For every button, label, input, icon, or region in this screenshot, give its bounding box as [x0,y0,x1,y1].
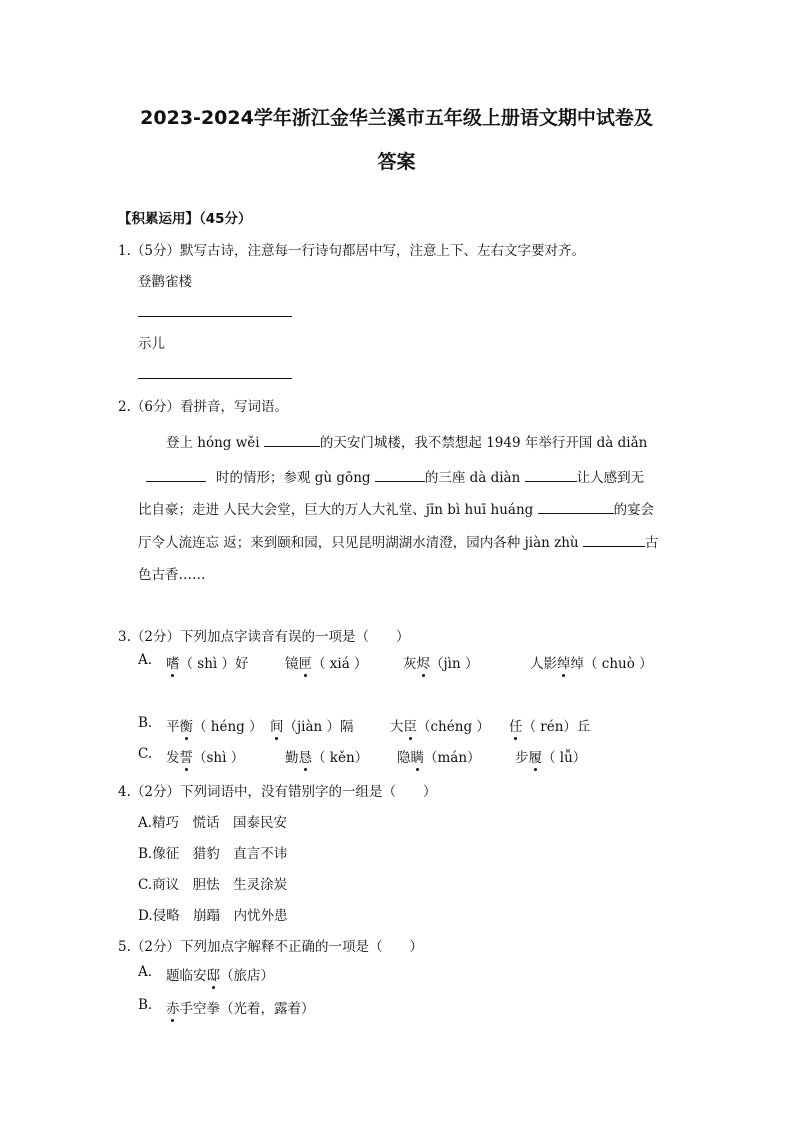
q5-a-text: （旅店） [220,968,274,984]
q3-a-reading: （ shì ）好 [179,656,249,672]
q3-option-a-label: A. [138,652,153,668]
q2-text: 时的情形；参观 gù gōng [216,470,375,486]
q2-text: 的宴会 [613,502,655,518]
dotted-char: 衡 [180,715,194,735]
dotted-char: 瞒 [411,746,425,766]
q3-b-text: 平 [166,719,180,735]
q1-answer-line-2[interactable] [138,378,292,379]
q4-option-c: C.商议 胆怯 生灵涂炭 [138,877,288,893]
q3-option-a-word-3 [403,652,479,672]
q3-c-text: 隐 [397,750,411,766]
q3-option-c-word-4 [515,746,586,766]
q3-option-b-word-2 [270,715,354,735]
q3-b-reading: （ rén）丘 [522,719,591,735]
q3-c-reading: （ kěn） [312,750,369,766]
q3-option-b-word-3 [390,715,490,735]
q2-text: 比自豪；走进 人民大会堂，巨大的万人大礼堂、jīn bì huī huáng [138,502,538,518]
q2-stem: 2.（6分）看拼音，写词语。 [118,399,288,415]
q3-c-text: 发 [166,750,180,766]
q1-poem-title-2: 示儿 [138,336,165,352]
q3-c-text: 步 [515,750,529,766]
q1-answer-line-1[interactable] [138,316,292,317]
q3-b-reading: （jiàn ）隔 [283,719,354,735]
dotted-char: 履 [529,746,543,766]
q5-stem: 5.（2分）下列加点字解释不正确的一项是（ ） [118,939,423,955]
q3-option-b-word-4 [509,715,590,735]
q3-a-text: 灰 [403,656,417,672]
q2-text: 的三座 dà diàn [424,470,525,486]
q3-b-reading: （chéng ） [417,719,490,735]
q4-stem: 4.（2分）下列词语中，没有错别字的一组是（ ） [118,784,437,800]
q2-line-3 [138,498,654,518]
q3-c-text: 勤 [285,750,299,766]
q3-option-c-word-3 [397,746,481,766]
q3-b-text: 大 [390,719,404,735]
q1-poem-title-1: 登鹳雀楼 [138,274,192,290]
q3-option-a-word-1 [166,652,249,672]
q3-a-text: 人影 [530,656,557,672]
q2-line-1 [166,431,647,451]
q3-stem: 3.（2分）下列加点字读音有误的一项是（ ） [118,629,410,645]
q2-line-2 [146,466,644,486]
q2-blank-jinbihuihuang[interactable] [538,499,614,514]
q2-blank-dadian-2[interactable] [525,467,577,482]
dotted-char: 烬 [417,652,431,672]
q2-text: 让人感到无 [576,470,645,486]
q2-text: 的天安门城楼，我不禁想起 1949 年举行开国 dà diǎn [319,435,648,451]
q2-line-5: 色古香…… [138,567,206,583]
q3-option-c-label: C. [138,746,153,762]
q5-b-text: 手空拳（光着，露着） [179,1001,315,1017]
dotted-char: 嗜 [166,652,180,672]
q2-blank-gugong[interactable] [375,467,425,482]
q3-c-reading: （mán） [424,750,481,766]
dotted-char: 恳 [299,746,313,766]
q3-option-c-word-2 [285,746,368,766]
dotted-char: 间 [270,715,284,735]
dotted-char: 邸 [207,964,221,984]
section-heading: 【积累运用】（45分） [118,211,252,227]
q2-text: 登上 hóng wěi [166,435,264,451]
dotted-char: 臣 [404,715,418,735]
q3-c-reading: （ lǚ） [542,750,587,766]
q3-c-reading: （shì ） [193,750,245,766]
q2-text: 厅令人流连忘 返；来到颐和园，只见昆明湖湖水清澄，园内各种 jiàn zhù [138,535,583,551]
q3-b-reading: （ héng ） [193,719,263,735]
q5-option-a-label: A. [138,964,153,980]
q3-option-a-word-4 [530,652,653,672]
q4-option-a: A.精巧 慌话 国泰民安 [138,815,288,831]
q5-option-b-label: B. [138,997,153,1013]
q3-option-c-word-1 [166,746,244,766]
dotted-char: 绰 [557,652,571,672]
q1-stem: 1.（5分）默写古诗，注意每一行诗句都居中写，注意上下、左右文字要对齐。 [118,243,585,259]
q4-option-b: B.像征 猎豹 直言不讳 [138,846,288,862]
dotted-char: 赤 [166,997,180,1017]
q5-option-b [166,997,315,1017]
q3-option-a-word-2 [285,652,368,672]
q5-a-text: 题临安 [166,968,207,984]
q2-blank-jianzhu[interactable] [583,532,645,547]
q3-option-b-label: B. [138,715,153,731]
q2-text: 古 [644,535,659,551]
q3-a-reading: （jìn ） [430,656,479,672]
q2-line-4 [138,531,658,551]
dotted-char: 任 [509,715,523,735]
q3-a-reading: 绰（ chuò ） [570,656,653,672]
page-title-line1: 2023-2024学年浙江金华兰溪市五年级上册语文期中试卷及 [140,107,653,129]
q5-option-a [166,964,274,984]
q3-option-b-word-1 [166,715,263,735]
q3-a-reading: （ xiá ） [312,656,368,672]
dotted-char: 誓 [180,746,194,766]
page-title-line2: 答案 [377,151,416,173]
q3-a-text: 镜 [285,656,299,672]
q4-option-d: D.侵略 崩蹋 内忧外患 [138,908,288,924]
dotted-char: 匣 [299,652,313,672]
q2-blank-dadian[interactable] [146,467,206,482]
q2-blank-hongwei[interactable] [264,432,320,447]
